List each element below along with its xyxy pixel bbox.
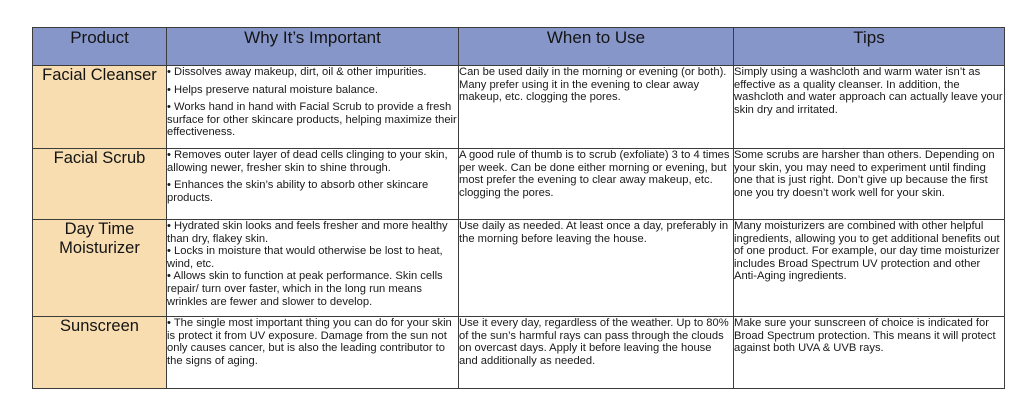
- tips-text: Simply using a washcloth and warm water isn’t as effective as a quality cleanser. In addition, the washcloth and water approach can actually leave your skin dry and irritated.: [734, 66, 1003, 116]
- tips-cell: [734, 220, 1005, 317]
- tips-text: Some scrubs are harsher than others. Depending on your skin, you may need to experiment until finding one that is just right. Don’t give up because the first one you try doesn’t work well for your skin.: [734, 149, 995, 199]
- product-name: Sunscreen: [33, 317, 167, 389]
- when-to-use-text: A good rule of thumb is to scrub (exfoliate) 3 to 4 times per week. Can be done either morning or evening, but most prefer the evening to clear away makeup, etc. clogging the pores.: [459, 149, 730, 199]
- why-important-cell: [167, 317, 459, 389]
- when-to-use-cell: [459, 317, 734, 389]
- header-row: [33, 28, 1005, 66]
- bullet-point: • The single most important thing you can do for your skin is protect it from UV exposure. Damage from the sun not only causes cancer, but is also the leading contributor to the signs of aging.: [167, 317, 452, 367]
- when-to-use-text: Use it every day, regardless of the weather. Up to 80% of the sun’s harmful rays can pass through the clouds on overcast days. Apply it before leaving the house and additionally as needed.: [459, 317, 729, 367]
- tips-cell: [734, 66, 1005, 149]
- bullet-point: • Works hand in hand with Facial Scrub to provide a fresh surface for other skincare products, helping maximize their effectiveness.: [167, 101, 457, 139]
- when-to-use-text: Use daily as needed. At least once a day, preferably in the morning before leaving the house.: [459, 220, 729, 245]
- table-row-facial-scrub: [33, 149, 1005, 220]
- tips-text: Many moisturizers are combined with other helpful ingredients, allowing you to get additional benefits out of one product. For example, our day time moisturizer includes Broad Spectrum UV protection and other Anti-Aging ingredients.: [734, 220, 1000, 283]
- product-name: Day Time Moisturizer: [33, 220, 167, 317]
- table-row-sunscreen: [33, 317, 1005, 389]
- when-to-use-cell: [459, 220, 734, 317]
- when-to-use-cell: [459, 66, 734, 149]
- header-product: Product: [33, 28, 167, 66]
- bullet-point: • Helps preserve natural moisture balance.: [167, 83, 378, 96]
- tips-cell: [734, 149, 1005, 220]
- header-when-to-use: When to Use: [459, 28, 734, 66]
- table-row-day-time-moisturizer: [33, 220, 1005, 317]
- header-tips: Tips: [734, 28, 1005, 66]
- bullet-point: • Removes outer layer of dead cells clinging to your skin, allowing newer, fresher skin to shine through.: [167, 149, 448, 174]
- why-important-cell: [167, 149, 459, 220]
- header-why-important: Why It’s Important: [167, 28, 459, 66]
- bullet-point: • Dissolves away makeup, dirt, oil & other impurities.: [167, 66, 427, 78]
- product-name: Facial Scrub: [33, 149, 167, 220]
- table-row-facial-cleanser: [33, 66, 1005, 149]
- why-important-cell: [167, 220, 459, 317]
- tips-cell: [734, 317, 1005, 389]
- skincare-guide-table: [32, 27, 1005, 389]
- product-name: Facial Cleanser: [33, 66, 167, 149]
- why-important-cell: [167, 66, 459, 149]
- tips-text: Make sure your sunscreen of choice is indicated for Broad Spectrum protection. This means it will protect against both UVA & UVB rays.: [734, 317, 996, 355]
- when-to-use-text: Can be used daily in the morning or evening (or both). Many prefer using it in the evening to clear away makeup, etc. clogging the pores.: [459, 66, 727, 104]
- when-to-use-cell: [459, 149, 734, 220]
- bullet-point: • Allows skin to function at peak performance. Skin cells repair/ turn over faster, which in the long run means wrinkles are fewer and slower to develop.: [167, 270, 443, 308]
- bullet-point: • Hydrated skin looks and feels fresher and more healthy than dry, flakey skin.: [167, 220, 448, 245]
- bullet-point: • Enhances the skin’s ability to absorb other skincare products.: [167, 179, 429, 204]
- bullet-point: • Locks in moisture that would otherwise be lost to heat, wind, etc.: [167, 245, 443, 270]
